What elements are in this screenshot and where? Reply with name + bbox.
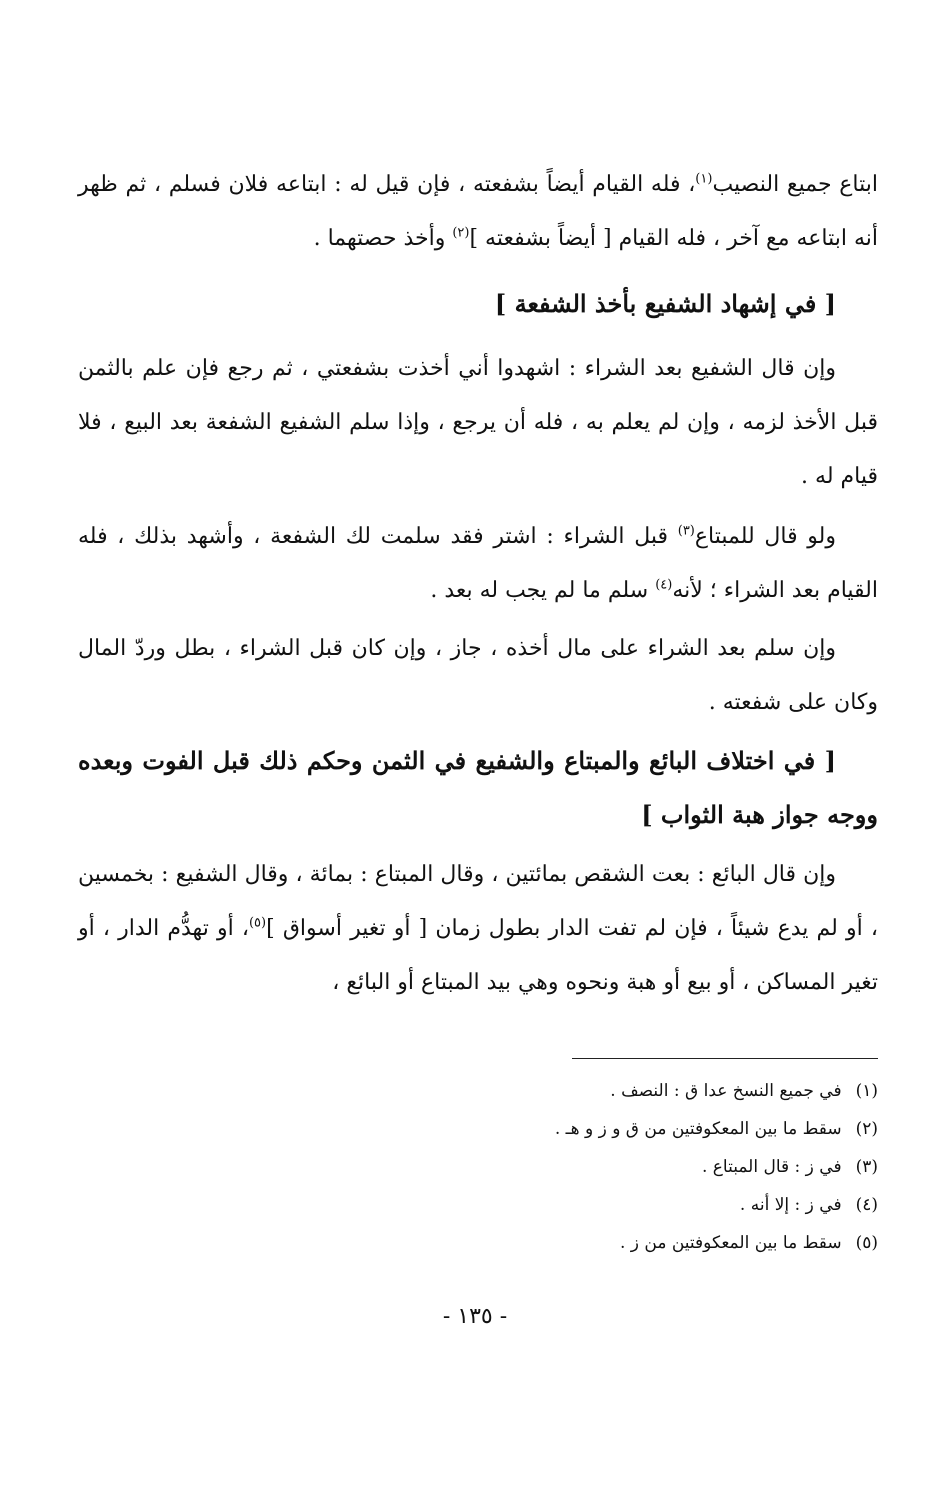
footnote-4 — [78, 1186, 878, 1224]
footnote-number: (٥) — [855, 1233, 878, 1253]
footnote-ref-1: (١) — [695, 171, 713, 187]
paragraph-1-part-1: ابتاع جميع النصيب — [712, 172, 878, 197]
footnote-2 — [78, 1110, 878, 1148]
footnote-text: سقط ما بين المعكوفتين من ق و ز و هـ . — [554, 1119, 842, 1139]
footnote-text: سقط ما بين المعكوفتين من ز . — [619, 1233, 842, 1253]
page-number: - ١٣٥ - — [442, 1304, 508, 1329]
paragraph-5 — [78, 848, 878, 1010]
paragraph-3 — [78, 510, 878, 618]
footnote-ref-4: (٤) — [655, 577, 673, 593]
footnote-5 — [78, 1224, 878, 1262]
paragraph-4: وإن سلم بعد الشراء على مال أخذه ، جاز ، وإن كان قبل الشراء ، بطل وردّ المال وكان على شفعته . — [78, 636, 878, 715]
footnote-ref-2: (٢) — [452, 225, 470, 241]
section-heading-2: [ في اختلاف البائع والمبتاع والشفيع في الثمن وحكم ذلك قبل الفوت وبعده ووجه جواز هبة الثواب ] — [78, 746, 878, 829]
footnote-ref-5: (٥) — [248, 915, 267, 931]
footnote-ref-3: (٣) — [677, 523, 695, 539]
footnote-separator — [572, 1058, 878, 1059]
footnote-text: في جميع النسخ عدا ق : النصف . — [610, 1081, 842, 1101]
footnote-text: في ز : إلا أنه . — [739, 1195, 842, 1215]
footnote-3 — [78, 1148, 878, 1186]
paragraph-1-part-3: وأخذ حصتهما . — [313, 226, 453, 251]
paragraph-5-part-1: وإن قال البائع : بعت الشقص بمائتين ، وقال المبتاع : بمائة ، وقال الشفيع : بخمسين ، أو لم يدع شيئاً ، فإن لم تفت الدار بطول زمان [ أو تغير أسواق ] — [78, 862, 879, 941]
footnotes-list — [78, 1072, 878, 1262]
paragraph-1 — [78, 158, 878, 266]
footnote-number: (٤) — [855, 1195, 878, 1215]
footnote-1 — [78, 1072, 878, 1110]
footnote-number: (٣) — [855, 1157, 878, 1177]
section-heading-1: [ في إشهاد الشفيع بأخذ الشفعة ] — [494, 289, 836, 318]
paragraph-1-part-2: ، فله القيام أيضاً بشفعته ، فإن قيل له : ابتاعه فلان فسلم ، ثم ظهر أنه ابتاعه مع آخر ، فله القيام [ أيضاً بشفعته ] — [78, 172, 878, 251]
footnote-number: (١) — [855, 1081, 878, 1101]
paragraph-5-part-2: ، أو تهدُّم الدار ، أو تغير المساكن ، أو بيع أو هبة ونحوه وهي بيد المبتاع أو البائع ، — [78, 916, 878, 995]
paragraph-3-part-3: سلم ما لم يجب له بعد . — [430, 578, 656, 603]
paragraph-3-part-2: قبل الشراء : اشتر فقد سلمت لك الشفعة ، وأشهد بذلك ، فله القيام بعد الشراء ؛ لأنه — [78, 524, 878, 603]
footnote-number: (٢) — [855, 1119, 878, 1139]
paragraph-2: وإن قال الشفيع بعد الشراء : اشهدوا أني أخذت بشفعتي ، ثم رجع فإن علم بالثمن قبل الأخذ لزمه ، وإن لم يعلم به ، فله أن يرجع ، وإذا سلم الشفيع الشفعة بعد البيع ، فلا قيام له . — [78, 356, 878, 489]
footnote-text: في ز : قال المبتاع . — [701, 1157, 842, 1177]
paragraph-3-part-1: ولو قال للمبتاع — [694, 524, 836, 549]
